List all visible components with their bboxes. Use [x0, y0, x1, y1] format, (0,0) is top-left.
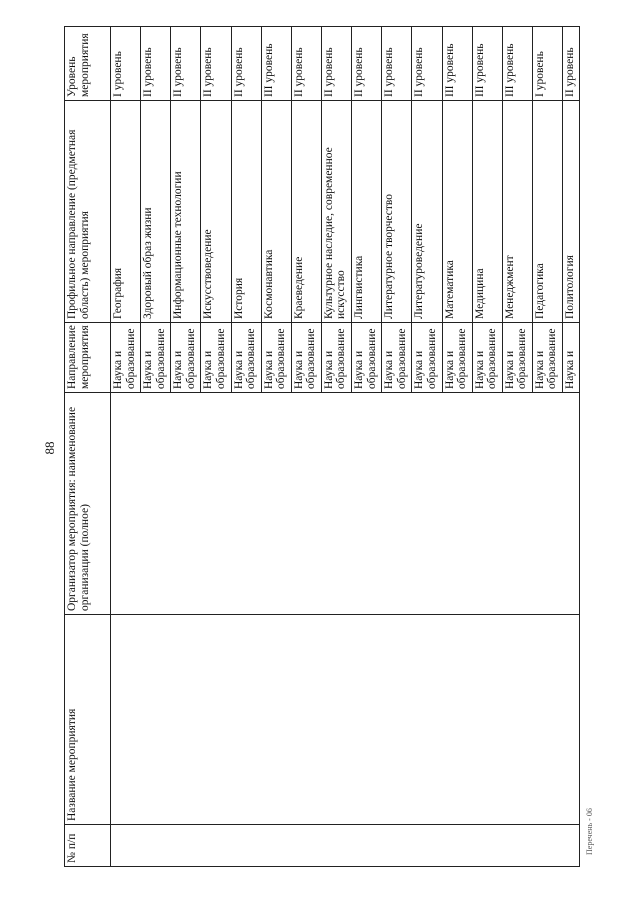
cell-profile: География	[111, 101, 141, 323]
cell-direction: Наука и образование	[532, 323, 562, 393]
cell-level: II уровень	[382, 27, 412, 101]
cell-direction: Наука и образование	[412, 323, 442, 393]
header-num: № п/п	[65, 825, 111, 867]
cell-level: II уровень	[231, 27, 261, 101]
cell-level: II уровень	[412, 27, 442, 101]
cell-profile: Культурное наследие, современное искусство	[321, 101, 351, 323]
cell-direction: Наука и образование	[261, 323, 291, 393]
header-level: Уровень мероприятия	[65, 27, 111, 101]
cell-level: II уровень	[171, 27, 201, 101]
cell-profile: Медицина	[472, 101, 502, 323]
cell-direction: Наука и	[563, 323, 580, 393]
cell-profile: Педагогика	[532, 101, 562, 323]
cell-profile: Информационные технологии	[171, 101, 201, 323]
cell-profile: Политология	[563, 101, 580, 323]
rotated-table-container	[64, 27, 580, 867]
cell-profile: Здоровый образ жизни	[141, 101, 171, 323]
cell-direction: Наука и образование	[502, 323, 532, 393]
table-header-row	[65, 27, 111, 867]
cell-level: III уровень	[472, 27, 502, 101]
cell-profile: Лингвистика	[352, 101, 382, 323]
cell-profile: Литературоведение	[412, 101, 442, 323]
cell-direction: Наука и образование	[171, 323, 201, 393]
cell-organizer	[111, 393, 580, 615]
cell-profile: История	[231, 101, 261, 323]
cell-level: II уровень	[201, 27, 231, 101]
cell-num	[111, 825, 580, 867]
cell-level: II уровень	[141, 27, 171, 101]
cell-level: II уровень	[291, 27, 321, 101]
page-number: 88	[42, 441, 57, 455]
cell-direction: Наука и образование	[382, 323, 412, 393]
header-direction: Направление мероприятия	[65, 323, 111, 393]
cell-direction: Наука и образование	[442, 323, 472, 393]
table-row	[111, 27, 141, 867]
cell-level: II уровень	[352, 27, 382, 101]
cell-level: III уровень	[442, 27, 472, 101]
header-name: Название мероприятия	[65, 615, 111, 825]
cell-profile: Искусствоведение	[201, 101, 231, 323]
cell-direction: Наука и образование	[321, 323, 351, 393]
header-organizer: Организатор мероприятия: наименование организации (полное)	[65, 393, 111, 615]
cell-direction: Наука и образование	[201, 323, 231, 393]
cell-direction: Наука и образование	[141, 323, 171, 393]
cell-profile: Математика	[442, 101, 472, 323]
cell-level: II уровень	[563, 27, 580, 101]
cell-direction: Наука и образование	[111, 323, 141, 393]
cell-profile: Менеджмент	[502, 101, 532, 323]
cell-name	[111, 615, 580, 825]
cell-direction: Наука и образование	[291, 323, 321, 393]
header-profile: Профильное направление (предметная область) мероприятия	[65, 101, 111, 323]
cell-direction: Наука и образование	[352, 323, 382, 393]
cell-level: II уровень	[321, 27, 351, 101]
cell-direction: Наука и образование	[231, 323, 261, 393]
cell-level: I уровень	[111, 27, 141, 101]
cell-level: III уровень	[261, 27, 291, 101]
events-table	[64, 26, 580, 867]
cell-level: I уровень	[532, 27, 562, 101]
cell-direction: Наука и образование	[472, 323, 502, 393]
cell-profile: Краеведение	[291, 101, 321, 323]
cell-profile: Космонавтика	[261, 101, 291, 323]
cell-level: III уровень	[502, 27, 532, 101]
cell-profile: Литературное творчество	[382, 101, 412, 323]
footer-note: Перечень - 06	[585, 808, 594, 855]
